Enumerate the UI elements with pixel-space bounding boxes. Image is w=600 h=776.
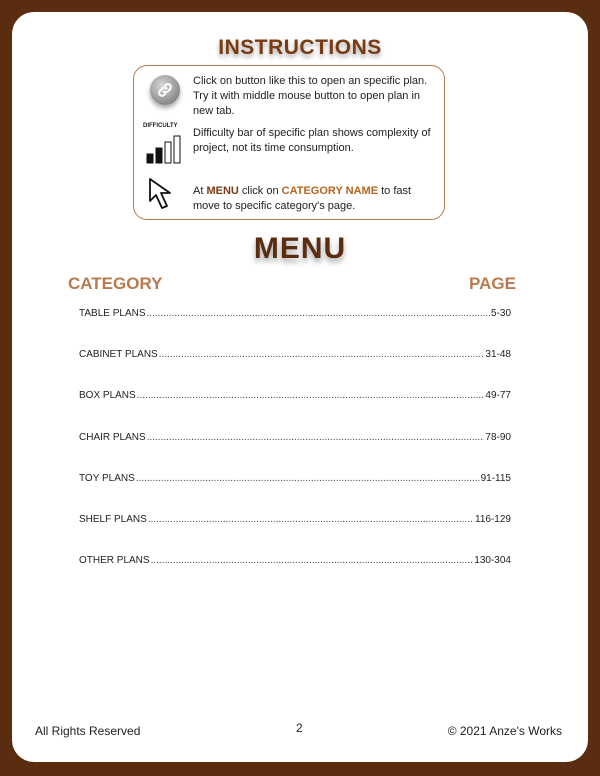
page-range: 91-115	[480, 472, 511, 484]
category-keyword: CATEGORY NAME	[281, 185, 379, 197]
menu-item-shelf-plans[interactable]	[79, 514, 511, 555]
menu-item-cabinet-plans[interactable]	[79, 349, 511, 390]
link-button-example[interactable]	[150, 75, 180, 105]
difficulty-bar-icon	[146, 134, 186, 164]
menu-list	[79, 308, 511, 596]
dot-leader	[147, 308, 490, 319]
page-header: PAGE	[469, 274, 516, 293]
footer-copyright: © 2021 Anze's Works	[447, 724, 562, 738]
menu-item-box-plans[interactable]	[79, 390, 511, 431]
cursor-icon	[148, 177, 182, 211]
category-header: CATEGORY	[68, 274, 163, 293]
difficulty-instruction-text: Difficulty bar of specific plan shows complexity of project, not its time consumption.	[193, 127, 431, 154]
page-range: 5-30	[490, 308, 511, 319]
link-instruction-text: Click on button like this to open an specific plan. Try it with middle mouse button to open plan in new tab.	[193, 75, 428, 117]
dot-leader	[151, 555, 474, 566]
dot-leader	[136, 473, 480, 484]
dot-leader	[159, 349, 485, 360]
footer-rights: All Rights Reserved	[35, 724, 141, 738]
category-name[interactable]: CABINET PLANS	[79, 349, 158, 361]
menu-instruction-text	[193, 184, 433, 214]
page-range: 130-304	[474, 555, 511, 567]
category-name[interactable]: TOY PLANS	[79, 472, 135, 484]
category-name[interactable]: SHELF PLANS	[79, 513, 147, 525]
menu-text-part: click on	[241, 185, 279, 197]
page-range: 49-77	[485, 390, 511, 402]
menu-text-part: At	[193, 185, 204, 197]
menu-item-table-plans[interactable]	[79, 308, 511, 349]
menu-item-toy-plans[interactable]	[79, 473, 511, 514]
instructions-box	[133, 65, 445, 220]
menu-title: MENU	[253, 232, 347, 265]
link-icon	[156, 81, 174, 99]
category-name[interactable]: CHAIR PLANS	[79, 431, 146, 443]
footer-page-number: 2	[296, 721, 303, 735]
page-range: 31-48	[485, 349, 511, 361]
page-range: 78-90	[485, 431, 511, 443]
dot-leader	[137, 390, 485, 401]
instructions-title: INSTRUCTIONS	[218, 36, 382, 59]
page-range: 116-129	[475, 513, 511, 525]
dot-leader	[147, 432, 485, 443]
category-name[interactable]: TABLE PLANS	[79, 308, 146, 319]
difficulty-label: DIFFICULTY	[143, 123, 178, 129]
category-name[interactable]: BOX PLANS	[79, 390, 136, 402]
page	[12, 12, 588, 762]
category-name[interactable]: OTHER PLANS	[79, 555, 150, 567]
menu-item-other-plans[interactable]	[79, 555, 511, 596]
menu-text-part: to fast move to specific category's page.	[193, 185, 412, 212]
dot-leader	[148, 514, 474, 525]
menu-item-chair-plans[interactable]	[79, 432, 511, 473]
menu-keyword: MENU	[206, 185, 239, 197]
